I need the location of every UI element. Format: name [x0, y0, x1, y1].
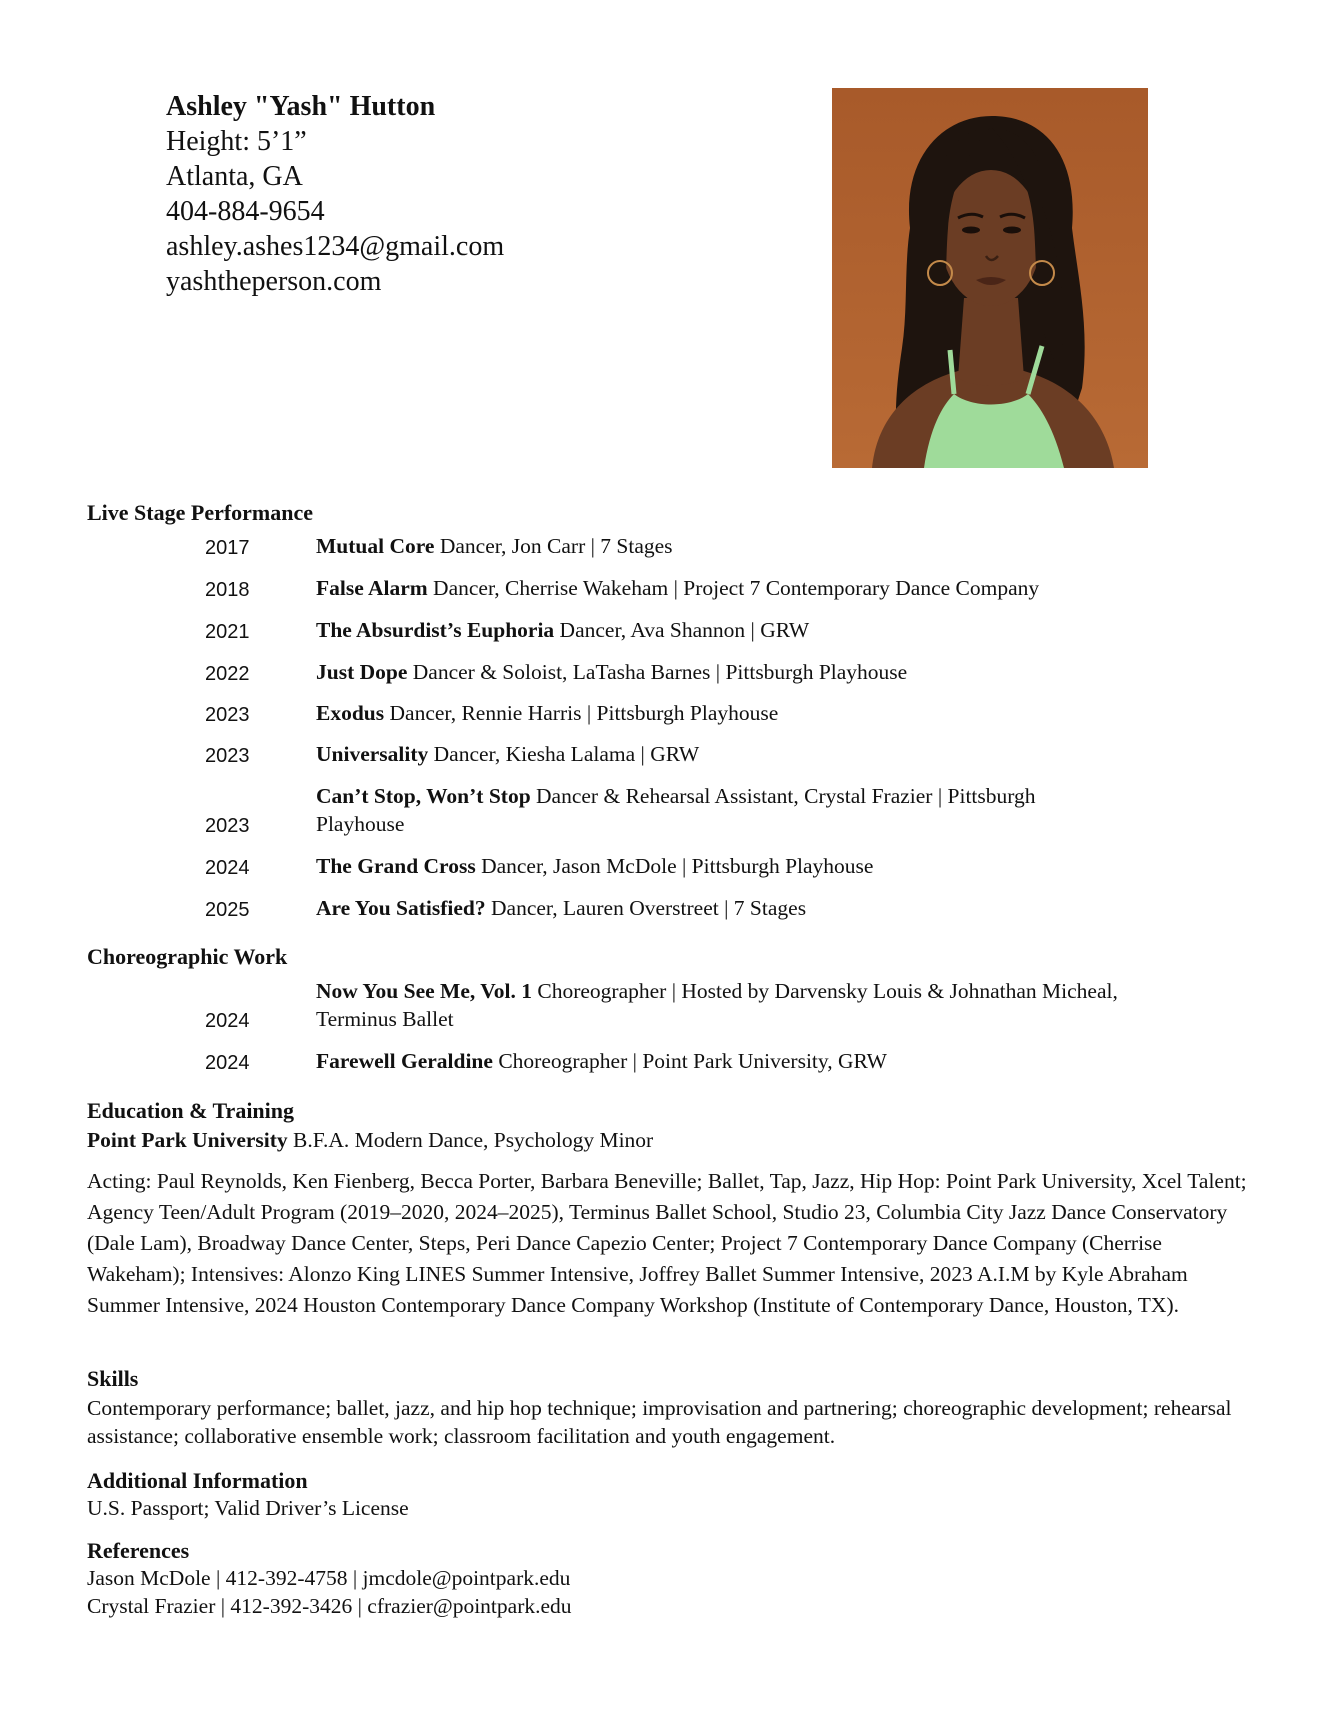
headshot-illustration [832, 88, 1148, 468]
credit-details: Dancer & Soloist, LaTasha Barnes | Pittsburgh Playhouse [407, 660, 908, 684]
school-name: Point Park University [87, 1128, 288, 1152]
credit-details: Dancer, Jason McDole | Pittsburgh Playhouse [475, 854, 874, 878]
training-paragraph: Acting: Paul Reynolds, Ken Fienberg, Becca Porter, Barbara Beneville; Ballet, Tap, Jazz, Hip Hop: Point Park University, Xcel Talent; Agency Teen/Adult Program (2019–2020, 2024–2025), Terminus Ballet School, Studio 23, Columbia City Jazz Dance Conservatory (Dale Lam), Broadway Dance Center, Steps, Peri Dance Capezio Center; Project 7 Contemporary Dance Company (Cherrise Wakeham); Intensives: Alonzo King LINES Summer Intensive, Joffrey Ballet Summer Intensive, 2023 A.I.M by Kyle Abraham Summer Intensive, 2024 Houston Contemporary Dance Company Workshop (Institute of Contemporary Dance, Houston, TX). [87, 1169, 1247, 1317]
website-line: yashtheperson.com [166, 266, 382, 297]
credit-text [316, 658, 1126, 686]
credit-details: Choreographer | Point Park University, GRW [492, 1049, 887, 1073]
references-heading: References [87, 1538, 190, 1563]
phone-line: 404-884-9654 [166, 196, 325, 227]
credit-details: Dancer, Rennie Harris | Pittsburgh Playhouse [384, 701, 779, 725]
additional-heading: Additional Information [87, 1468, 308, 1493]
reference-entry: Crystal Frazier | 412-392-3426 | cfrazier@pointpark.edu [87, 1594, 572, 1618]
credit-year: 2022 [205, 663, 250, 685]
credit-text [316, 894, 1126, 922]
location-line: Atlanta, GA [166, 161, 303, 192]
credit-title: Can’t Stop, Won’t Stop [316, 784, 531, 808]
credit-title: Farewell Geraldine [316, 1049, 493, 1073]
performer-name: Ashley "Yash" Hutton [166, 91, 436, 122]
contact-block [166, 89, 504, 299]
right-eye [1003, 227, 1021, 234]
credit-text [316, 977, 1126, 1033]
credit-text [316, 574, 1126, 602]
live-stage-heading: Live Stage Performance [87, 500, 314, 525]
credit-text [316, 532, 1126, 560]
credit-text [316, 852, 1126, 880]
credit-title: Now You See Me, Vol. 1 [316, 979, 532, 1003]
credit-details: Dancer, Kiesha Lalama | GRW [428, 742, 700, 766]
credit-text [316, 740, 1126, 768]
credit-details: Dancer, Cherrise Wakeham | Project 7 Contemporary Dance Company [427, 576, 1040, 600]
credit-details: Dancer, Ava Shannon | GRW [554, 618, 810, 642]
credit-details: Choreographer | Hosted by Darvensky Louis & Johnathan Micheal, Terminus Ballet [316, 979, 1118, 1031]
credit-year: 2024 [205, 1010, 250, 1032]
face [941, 170, 1041, 306]
credit-year: 2021 [205, 621, 250, 643]
height-line: Height: 5’1” [166, 126, 307, 157]
education-degree-line [87, 1126, 1262, 1154]
credit-details: Dancer & Rehearsal Assistant, Crystal Frazier | Pittsburgh Playhouse [316, 784, 1036, 836]
credit-title: Are You Satisfied? [316, 896, 486, 920]
email-line: ashley.ashes1234@gmail.com [166, 231, 505, 262]
credit-title: The Absurdist’s Euphoria [316, 618, 555, 642]
credit-title: False Alarm [316, 576, 428, 600]
degree-text: B.F.A. Modern Dance, Psychology Minor [287, 1128, 654, 1152]
credit-year: 2023 [205, 745, 250, 767]
credit-title: Mutual Core [316, 534, 435, 558]
neck [958, 298, 1024, 386]
reference-entry: Jason McDole | 412-392-4758 | jmcdole@pointpark.edu [87, 1566, 571, 1590]
credit-year: 2024 [205, 1052, 250, 1074]
skills-text: Contemporary performance; ballet, jazz, and hip hop technique; improvisation and partnering; choreographic development; rehearsal assistance; collaborative ensemble work; classroom facilitation and youth engagement. [87, 1396, 1232, 1448]
credit-year: 2025 [205, 899, 250, 921]
credit-text [316, 782, 1126, 838]
credit-year: 2017 [205, 537, 250, 559]
additional-text: U.S. Passport; Valid Driver’s License [87, 1496, 409, 1520]
choreographic-heading: Choreographic Work [87, 944, 288, 969]
headshot-photo [832, 88, 1148, 468]
credit-text [316, 616, 1126, 644]
left-eye [962, 227, 980, 234]
credit-year: 2023 [205, 815, 250, 837]
credit-year: 2024 [205, 857, 250, 879]
credit-text [316, 1047, 1126, 1075]
credit-title: The Grand Cross [316, 854, 476, 878]
credit-year: 2018 [205, 579, 250, 601]
credit-details: Dancer, Jon Carr | 7 Stages [434, 534, 673, 558]
credit-title: Exodus [316, 701, 385, 725]
education-heading: Education & Training [87, 1098, 295, 1123]
credit-title: Just Dope [316, 660, 408, 684]
skills-heading: Skills [87, 1366, 139, 1391]
credit-details: Dancer, Lauren Overstreet | 7 Stages [485, 896, 807, 920]
credit-text [316, 699, 1126, 727]
credit-title: Universality [316, 742, 429, 766]
credit-year: 2023 [205, 704, 250, 726]
